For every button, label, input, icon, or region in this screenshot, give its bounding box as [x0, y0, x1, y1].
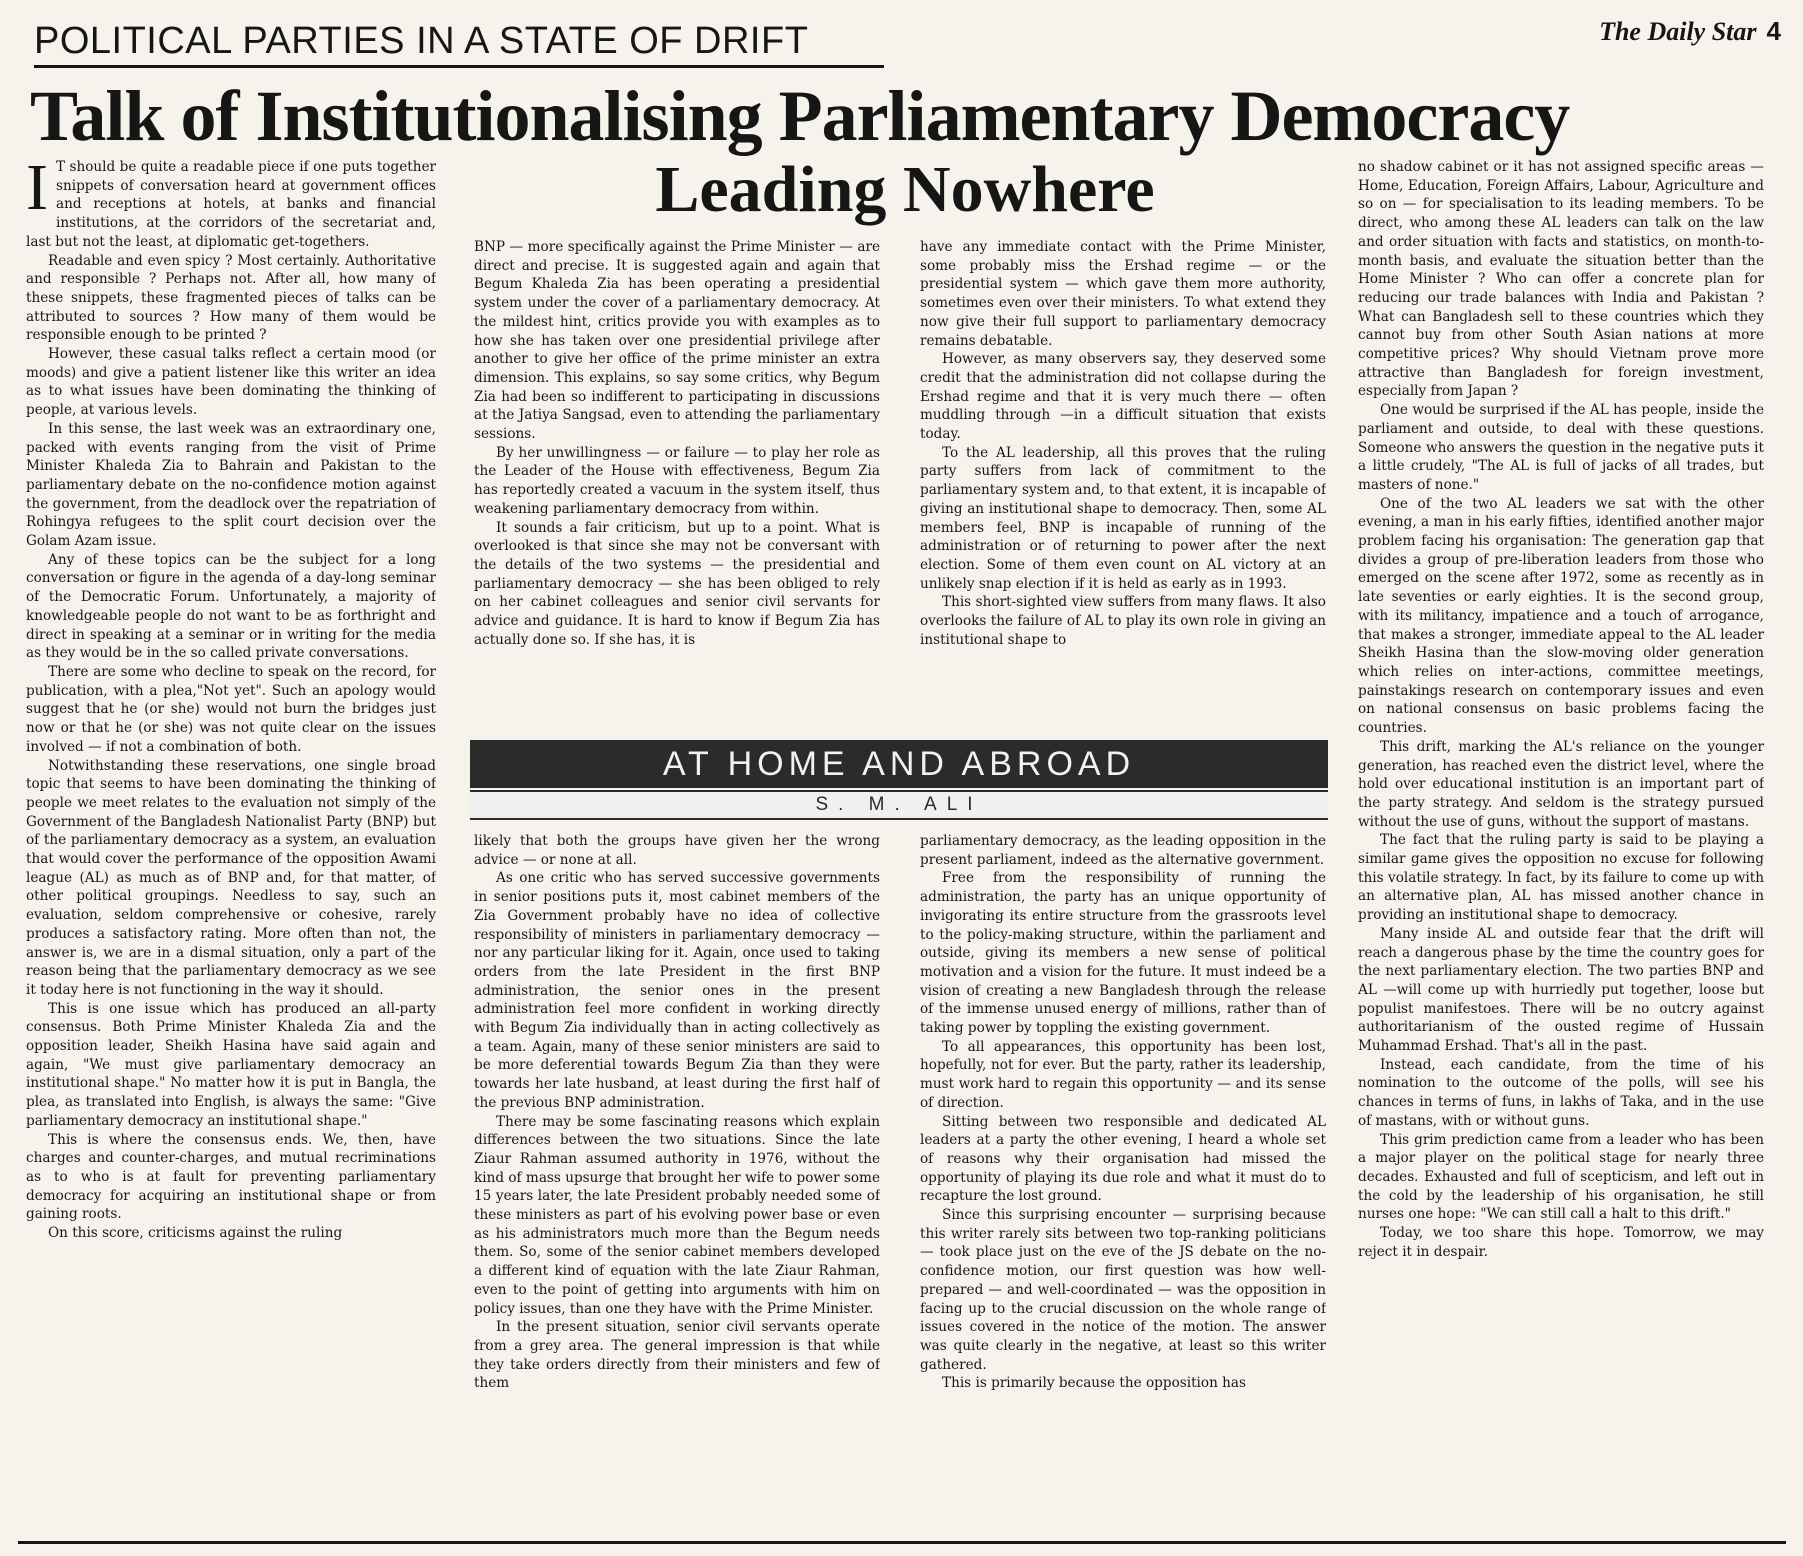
- article-paragraph: It sounds a fair criticism, but up to a point. What is overlooked is that since she may not be conversant with the details of the two systems — the presidential and parliamentary democracy — she has been obliged to rely on her cabinet colleagues and senior civil servants for advice and guidance. It is hard to know if Begum Zia has actually done so. If she has, it is: [474, 519, 880, 648]
- article-column-3-top: [920, 238, 1326, 726]
- column-banner: [470, 740, 1328, 818]
- article-paragraph: Notwithstanding these reservations, one single broad topic that seems to have been dominating the thinking of people we meet relates to the evaluation not simply of the Government of the Bangladesh Nationalist Party (BNP) but of the parliamentary democracy as a system, an evaluation that would cover the performance of the opposition Awami league (AL) as much as of BNP and, for that matter, of other political groupings. Needless to say, such an evaluation, seldom comprehensive or cohesive, rarely produces a satisfactory rating. More often than not, the answer is, we are in a dismal situation, only a part of the reason being that the parliamentary democracy as we see it today here is not functioning in the way it should.: [26, 757, 436, 998]
- article-paragraph: BNP — more specifically against the Prime Minister — are direct and precise. It is suggested again and again that Begum Khaleda Zia has been operating a presidential system under the cover of a parliamentary democracy. At the mildest hint, critics provide you with examples as to how she has taken over one presidential privilege after another to give her office of the prime minister an extra dimension. This explains, so say some critics, why Begum Zia had been so indifferent to participating in discussions at the Jatiya Sangsad, even to attending the parliamentary sessions.: [474, 239, 880, 443]
- article-paragraph: To all appearances, this opportunity has been lost, hopefully, not for ever. But the party, rather its leadership, must work hard to regain this opportunity — and its sense of direction.: [920, 1038, 1326, 1111]
- headline-line-1: Talk of Institutionalising Parliamentary Democracy: [30, 76, 1570, 156]
- article-paragraph: Instead, each candidate, from the time of his nomination to the outcome of the polls, will see his chances in terms of funs, in lakhs of Taka, and in the use of mastans, with or without guns.: [1358, 1056, 1764, 1129]
- article-paragraph: There may be some fascinating reasons which explain differences between the two situations. Since the late Ziaur Rahman assumed authority in 1976, without the kind of mass upsurge that brought her wife to power some 15 years later, the late President probably needed some of these ministers as part of his evolving power base or even as his administrators much more than the Begum needs them. So, some of the senior cabinet members developed a different kind of equation with the late Ziaur Rahman, even to the point of getting into arguments with him on policy issues, than one they have with the Prime Minister.: [474, 1113, 880, 1317]
- article-paragraph: have any immediate contact with the Prime Minister, some probably miss the Ershad regime — or the presidential system — which gave them more authority, sometimes even over their ministers. To what extend they now give their full support to parliamentary democracy remains debatable.: [920, 239, 1326, 349]
- article-paragraph: This is one issue which has produced an all-party consensus. Both Prime Minister Khaleda Zia and the opposition leader, Sheikh Hasina have said again and again, "We must give parliamentary democracy an institutional shape." No matter how it is put in Bangla, the plea, as translated into English, is always the same: "Give parliamentary democracy an institutional shape.": [26, 1000, 436, 1129]
- bottom-rule: [18, 1541, 1786, 1544]
- headline-line-2: Leading Nowhere: [655, 153, 1155, 226]
- article-paragraph: This short-sighted view suffers from many flaws. It also overlooks the failure of AL to play its own role in giving an institutional shape to: [920, 594, 1326, 648]
- article-paragraph: In this sense, the last week was an extraordinary one, packed with events ranging from the visit of Prime Minister Khaleda Zia to Bahrain and Pakistan to the parliamentary debate on the no-confidence motion against the government, from the deadlock over the repatriation of Rohingya refugees to the split court decision over the Golam Azam issue.: [26, 420, 436, 550]
- drop-cap: I: [26, 158, 48, 224]
- article-paragraph: This is where the consensus ends. We, then, have charges and counter-charges, and mutual recriminations as to who is at fault for preventing parliamentary democracy for acquiring an institutional shape or from gaining roots.: [26, 1131, 436, 1223]
- article-paragraph: Free from the responsibility of running the administration, the party has an unique opportunity of invigorating its entire structure from the grassroots level to the policy-making structure, within the parliament and outside, giving its members a new sense of political motivation and a vision for the future. It must indeed be a vision of creating a new Bangladesh through the release of the immense unused energy of millions, rather than of taking power by toppling the existing government.: [920, 870, 1326, 1037]
- article-paragraph: On this score, criticisms against the ruling: [48, 1225, 343, 1242]
- newspaper-brand: The Daily Star: [1599, 17, 1757, 46]
- article-column-1: [26, 158, 436, 1538]
- article-paragraph: Any of these topics can be the subject for a long conversation or figure in the agenda of a day-long seminar of the Democratic Forum. Unfortunately, a majority of knowledgeable people do not want to be as forthright and direct in speaking at a seminar or in writing for the media as they would be in the so called private conversations.: [26, 551, 436, 662]
- article-paragraph: One of the two AL leaders we sat with the other evening, a man in his early fifties, identified another major problem facing his organisation: The generation gap that divides a group of pre-liberation leaders from those who emerged on the scene after 1972, some as recently as in late seventies or early eighties. It is the second group, with its militancy, impatience and a touch of arrogance, that makes a stronger, immediate appeal to the AL leader Sheikh Hasina than the slow-moving older generation which relies on inter-actions, committee meetings, painstakings research on contemporary issues and even on national consensus on basic problems facing the countries.: [1358, 495, 1764, 737]
- article-paragraph: This grim prediction came from a leader who has been a major player on the political stage for nearly three decades. Exhausted and full of scepticism, and left out in the cold by the leadership of his organisation, he still nurses one hope: "We can still call a halt to this drift.": [1358, 1131, 1764, 1223]
- article-paragraph: In the present situation, senior civil servants operate from a grey area. The general impression is that while they take orders directly from their ministers and few of them: [474, 1319, 880, 1392]
- article-paragraph: However, as many observers say, they deserved some credit that the administration did not collapse during the Ershad regime and that it is very much there — often muddling through —in a difficult situation that exists today.: [920, 351, 1326, 443]
- kicker-headline: POLITICAL PARTIES IN A STATE OF DRIFT: [34, 20, 884, 68]
- article-paragraph: There are some who decline to speak on the record, for publication, with a plea,"Not yet". Such an apology would suggest that he (or she) would not burn the bridges just now or that he (or she) was not quite clear on the issues involved — if not a combination of both.: [26, 663, 436, 755]
- article-column-3-bottom: [920, 832, 1326, 1538]
- article-paragraph: parliamentary democracy, as the leading opposition in the present parliament, indeed as the alternative government.: [920, 833, 1326, 868]
- article-paragraph: As one critic who has served successive governments in senior positions puts it, most cabinet members of the Zia Government probably have no idea of collective responsibility of ministers in parliamentary democracy — nor any particular liking for it. Again, once used to taking orders from the late President in the first BNP administration, the senior ones in the present administration feel more confident in working directly with Begum Zia individually than in acting collectively as a team. Again, many of these senior ministers are said to be more deferential towards Begum Zia than they were towards her late husband, at least during the first half of the previous BNP administration.: [474, 870, 880, 1111]
- article-paragraph: Today, we too share this hope. Tomorrow, we may reject it in despair.: [1358, 1225, 1764, 1260]
- article-paragraph: Readable and even spicy ? Most certainly. Authoritative and responsible ? Perhaps not. After all, how many of these snippets, these fragmented pieces of talks can be attributed to sources ? How many of them would be responsible enough to be printed ?: [26, 252, 436, 344]
- article-paragraph: This is primarily because the opposition has: [942, 1375, 1246, 1392]
- article-paragraph: One would be surprised if the AL has people, inside the parliament and outside, to deal with these questions. Someone who answers the question in the negative puts it a little crudely, "The AL is full of jacks of all trades, but masters of none.": [1358, 402, 1764, 493]
- masthead: [1599, 16, 1781, 47]
- article-paragraph: To the AL leadership, all this proves that the ruling party suffers from lack of commitment to the parliamentary system and, to that extent, it is incapable of giving an institutional shape to democracy. Then, some AL members feel, BNP is incapable of running of the administration or of returning to power after the next election. Some of them even count on AL victory at an unlikely snap election if it is held as early as in 1993.: [920, 444, 1326, 592]
- article-paragraph: Many inside AL and outside fear that the drift will reach a dangerous phase by the time the country goes for the next parliamentary election. The two parties BNP and AL —will come up with hurriedly put together, loose but populist manifestoes. There will be no outcry against authoritarianism of the ousted regime of Hussain Muhammad Ershad. That's all in the past.: [1358, 925, 1764, 1055]
- article-paragraph: Sitting between two responsible and dedicated AL leaders at a party the other evening, I heard a whole set of reasons why their organisation had missed the opportunity of playing its due role and what it must do to recapture the lost ground.: [920, 1113, 1326, 1205]
- page-number: 4: [1766, 16, 1781, 46]
- article-paragraph: I T should be quite a readable piece if one puts together snippets of conversation heard at government offices and receptions at hotels, at banks and financial institutions, at the corridors of the secretariat and, last but not the least, at diplomatic get-togethers.: [26, 158, 436, 250]
- article-paragraph: However, these casual talks reflect a certain mood (or moods) and give a patient listener like this writer an idea as to what issues have been dominating the thinking of people, at various levels.: [26, 346, 436, 419]
- column-author: S. M. ALI: [470, 790, 1328, 820]
- article-column-4: [1358, 158, 1764, 1538]
- article-paragraph: no shadow cabinet or it has not assigned specific areas —Home, Education, Foreign Affairs, Labour, Agriculture and so on — for specialisation to its leading members. To be direct, who among these AL leaders can talk on the law and order situation with facts and statistics, on month-to-month basis, and evaluate the situation better than the Home Minister ? Who can offer a concrete plan for reducing our trade balances with India and Pakistan ? What can Bangladesh sell to these countries which they cannot buy from other South Asian nations at more competitive prices? Why should Vietnam prove more attractive than Bangladesh for foreign investment, especially from Japan ?: [1358, 159, 1764, 400]
- article-column-2-top: [474, 238, 880, 726]
- article-paragraph: By her unwillingness — or failure — to play her role as the Leader of the House with effectiveness, Begum Zia has reportedly created a vacuum in the system itself, thus weakening parliamentary democracy from within.: [474, 444, 880, 517]
- article-paragraph: The fact that the ruling party is said to be playing a similar game gives the opposition no excuse for following this volatile strategy. In fact, by its failure to come up with an alternative plan, AL has missed another chance in providing an institutional shape to democracy.: [1358, 832, 1764, 924]
- article-paragraph: Since this surprising encounter — surprising because this writer rarely sits between two top-ranking politicians — took place just on the eve of the JS debate on the no-confidence motion, our first question was how well-prepared — and well-coordinated — was the opposition in facing up to the crucial discussion on the whole range of issues covered in the notice of the motion. The answer was quite clearly in the negative, at least so this writer gathered.: [920, 1207, 1326, 1373]
- article-paragraph: This drift, marking the AL's reliance on the younger generation, has reached even the district level, where the hold over educational institution is an important part of the party strategy. And seldom is the strategy pursued without the use of guns, without the support of mastans.: [1358, 738, 1764, 830]
- column-title: AT HOME AND ABROAD: [470, 740, 1328, 788]
- article-column-2-bottom: [474, 832, 880, 1538]
- article-paragraph: likely that both the groups have given her the wrong advice — or none at all.: [474, 833, 880, 868]
